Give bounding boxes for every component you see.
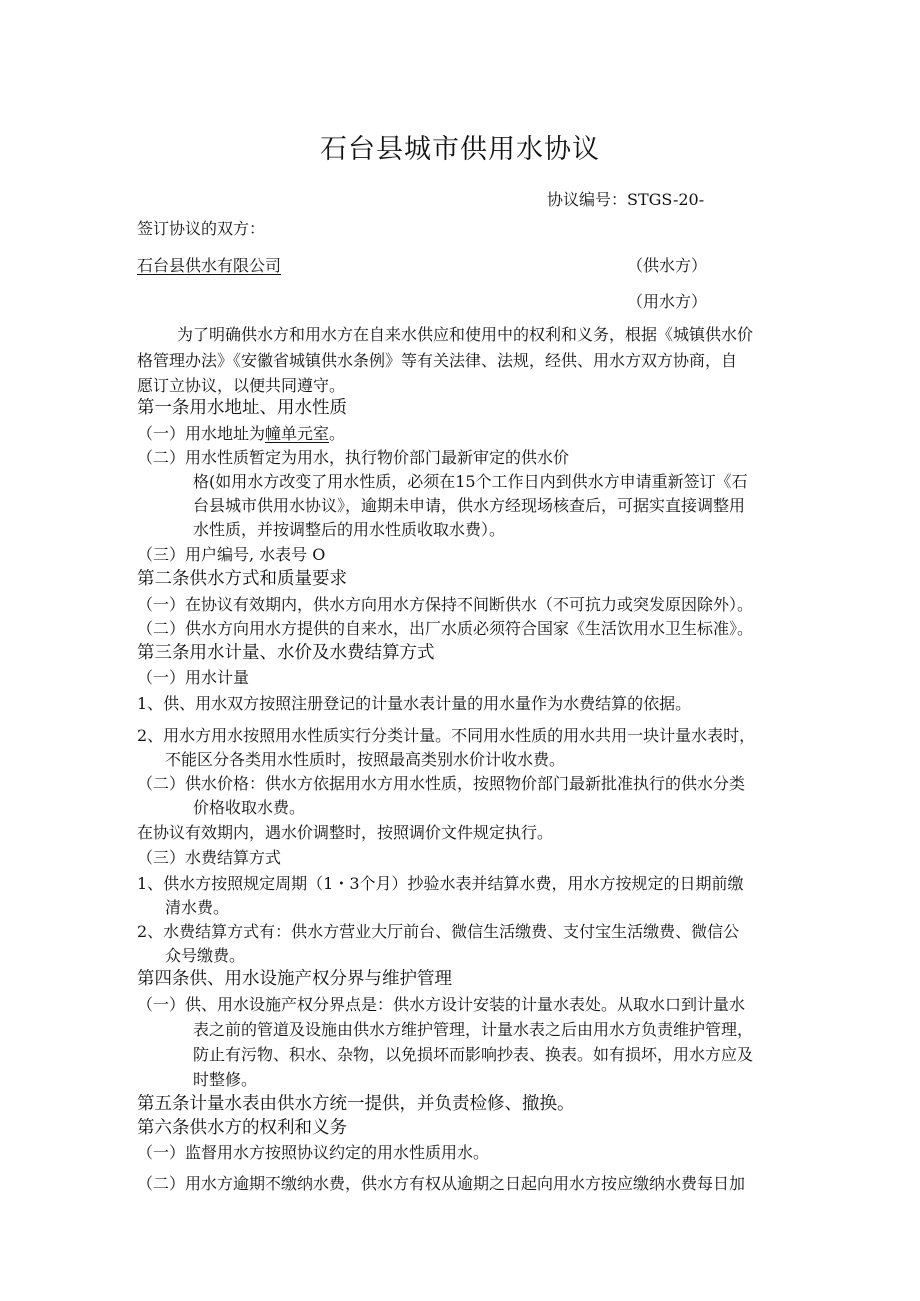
article-3-sub-2-line: 价格收取水费。: [193, 798, 306, 817]
article-3-para-2-line: 不能区分各类用水性质时，按照最高类别水价计收水费。: [165, 750, 566, 769]
article-4-item-1-line: 表之前的管道及设施由供水方维护管理，计量水表之后由用水方负责维护管理，: [193, 1020, 754, 1039]
article-3-sub-2-line: （二）供水价格：供水方依据用水方用水性质，按照物价部门最新批准执行的供水分类: [137, 774, 746, 793]
article-3-sub-1: （一）用水计量: [137, 668, 250, 687]
preamble-line: 格管理办法》《安徽省城镇供水条例》等有关法律、法规，经供、用水方双方协商，自: [137, 351, 738, 370]
article-5: 第五条计量水表由供水方统一提供，并负责检修、撤换。: [137, 1094, 575, 1114]
article-6-item-1: （一）监督用水方按照协议约定的用水性质用水。: [137, 1143, 490, 1162]
agreement-number: 协议编号：STGS-20-: [547, 190, 705, 209]
article-4-item-1-line: 防止有污物、积水、杂物，以免损坏而影响抄表、换表。如有损坏，用水方应及: [193, 1045, 754, 1064]
article-4-item-1-line: 时整修。: [193, 1070, 258, 1089]
supplier-name: 石台县供水有限公司: [137, 256, 282, 275]
article-3-para-5-line: 2、水费结算方式有：供水方营业大厅前台、微信生活缴费、支付宝生活缴费、微信公: [137, 922, 740, 941]
user-role: （用水方）: [627, 292, 708, 311]
article-2-item-1: （一）在协议有效期内，供水方向用水方保持不间断供水（不可抗力或突发原因除外）。: [137, 595, 754, 614]
article-3-para-5-line: 众号缴费。: [165, 946, 246, 965]
article-3-heading: 第三条用水计量、水价及水费结算方式: [137, 643, 435, 663]
article-4-heading: 第四条供、用水设施产权分界与维护管理: [137, 969, 452, 989]
article-1-heading: 第一条用水地址、用水性质: [137, 398, 347, 418]
article-4-item-1-line: （一）供、用水设施产权分界点是：供水方设计安装的计量水表处。从取水口到计量水: [137, 995, 746, 1014]
article-1-item-1: （一）用水地址为幢单元室。: [137, 424, 346, 443]
supplier-role: （供水方）: [627, 256, 708, 275]
article-1-item-2-line: 台县城市供用水协议》，逾期未申请，供水方经现场核查后，可据实直接调整用: [193, 496, 746, 515]
article-2-item-2: （二）供水方向用水方提供的自来水，出厂水质必须符合国家《生活饮用水卫生标准》。: [137, 619, 754, 638]
preamble-line: 为了明确供水方和用水方在自来水供应和使用中的权利和义务，根据《城镇供水价: [177, 325, 754, 344]
article-3-para-4-line: 1、供水方按照规定周期（1・3个月）抄验水表并结算水费，用水方按规定的日期前缴: [137, 874, 744, 893]
article-1-item-2-line: （二）用水性质暂定为用水，执行物价部门最新审定的供水价: [137, 448, 570, 467]
article-1-item-2-line: 格(如用水方改变了用水性质，必须在15个工作日内到供水方申请重新签订《石: [193, 472, 748, 491]
article-3-para-3: 在协议有效期内，遇水价调整时，按照调价文件规定执行。: [137, 823, 554, 842]
document-title: 石台县城市供用水协议: [320, 134, 600, 165]
article-6-item-2: （二）用水方逾期不缴纳水费，供水方有权从逾期之日起向用水方按应缴纳水费每日加: [137, 1174, 746, 1193]
article-1-item-3: （三）用户编号, 水表号 O: [137, 545, 326, 564]
article-3-sub-3: （三）水费结算方式: [137, 848, 282, 867]
article-3-para-1: 1、供、用水双方按照注册登记的计量水表计量的用水量作为水费结算的依据。: [137, 694, 692, 713]
article-3-para-4-line: 清水费。: [165, 898, 230, 917]
article-2-heading: 第二条供水方式和质量要求: [137, 569, 347, 589]
parties-heading: 签订协议的双方：: [137, 219, 266, 238]
article-1-item-2-line: 水性质，并按调整后的用水性质收取水费）。: [193, 520, 506, 539]
preamble-line: 愿订立协议，以便共同遵守。: [137, 376, 346, 395]
article-3-para-2-line: 2、用水方用水按照用水性质实行分类计量。不同用水性质的用水共用一块计量水表时，: [137, 726, 756, 745]
article-6-heading: 第六条供水方的权利和义务: [137, 1118, 347, 1138]
